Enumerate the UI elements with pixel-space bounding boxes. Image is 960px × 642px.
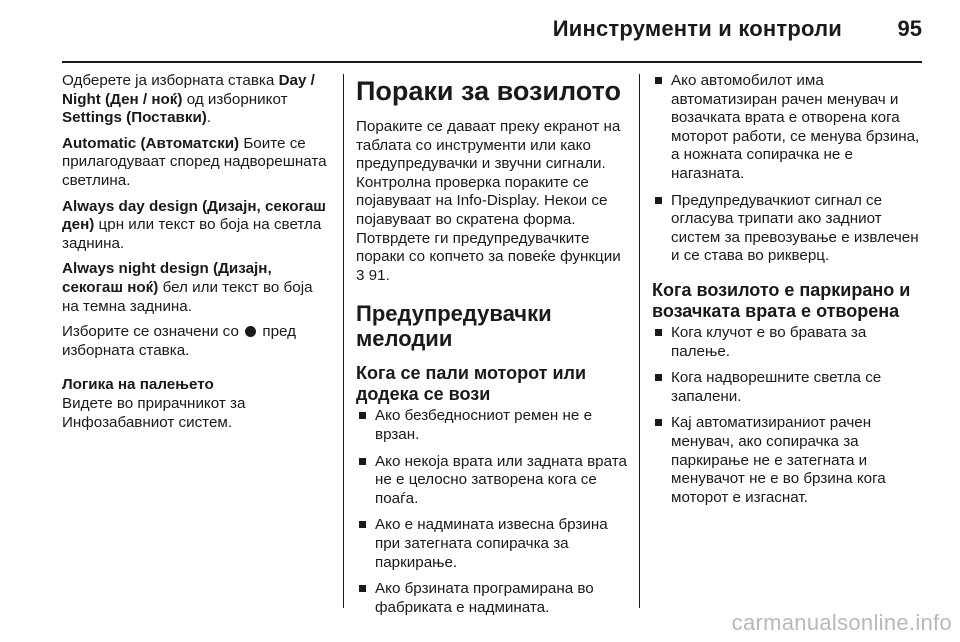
page-number: 95 [897,16,922,41]
page-reference-arrow-icon: 3 [356,266,365,284]
bullet-square-icon [655,329,662,336]
paragraph-always-night: Always night design (Дизајн, секогаш ноќ) бел или текст во боја на темна заднина. [62,260,313,315]
header-divider [62,61,922,63]
bullet-square-icon [655,197,662,204]
paragraph-infotainment-ref: Видете во прирачникот за Инфозабавниот систем. [62,394,246,431]
paragraph-messages-intro: Пораките се даваат преку екранот на таблата со инструменти или како предупредувачки и звучни сигнали. Контролна проверка пораките се појавуваат на Info-Display. Некои се појавуваат во скратена форма. Потврдете ги предупредувачките пораки со копчето за повеќе функции 3 91. [356,118,621,284]
column-divider-right [639,74,640,608]
bullet-square-icon [359,521,366,528]
list-item: Кога надворешните светла се запалени. [652,369,924,406]
list-chimes-continued [652,72,924,266]
bullet-square-icon [655,419,662,426]
option-always-night: Always night design (Дизајн, секогаш ноќ) [62,260,272,296]
list-chimes-parked [652,324,924,507]
section-title: Иинструменти и контроли [552,16,842,41]
page-header [0,0,960,60]
menu-item-day-night: Day / Night (Ден / ноќ) [62,72,315,108]
menu-settings: Settings (Поставки) [62,109,207,127]
list-item: Ако автомобилот има автоматизиран рачен менувач и возачката врата е отворена кога моторот работи, се менува брзина, а ножната сопирачка не е нагазната. [652,72,924,184]
paragraph-day-night: Одберете ја изборната ставка Day / Night (Ден / ноќ) од изборникот Settings (Поставки). [62,72,315,127]
option-always-day: Always day design (Дизајн, секогаш ден) [62,197,326,234]
list-item: Кај автоматизираниот рачен менувач, ако сопирачка за паркирање не е затегната и менувачот не е во брзина кога моторот е изгаснат. [652,414,924,507]
heading-ignition-logic: Логика на палењето [62,376,214,394]
column-right [652,72,924,515]
option-automatic: Automatic (Автоматски) [62,134,240,152]
heading-warning-chimes: Предупредувачки мелодии [356,301,552,352]
heading-vehicle-messages: Пораки за возилото [356,76,621,106]
paragraph-automatic: Automatic (Автоматски) Боите се прилагодуваат според надворешната светлина. [62,134,327,189]
bullet-square-icon [359,458,366,465]
column-left [62,72,332,439]
list-item: Ако некоја врата или задната врата не е целосно затворена кога се поаѓа. [356,453,628,509]
heading-parked-door-open: Кога возилото е паркирано и возачката врата е отворена [652,279,911,321]
list-item: Предупредувачкиот сигнал се огласува трипати ако задниот систем за превозување е извлечен и се става во рикверц. [652,192,924,266]
list-item: Ако безбедносниот ремен не е врзан. [356,407,628,444]
bullet-square-icon [655,374,662,381]
watermark: carmanualsonline.info [731,610,952,635]
bullet-square-icon [359,585,366,592]
filled-circle-icon [245,326,256,337]
column-divider-left [343,74,344,608]
list-item: Ако е надминатa извесна брзина при затегната сопирачка за паркирање. [356,516,628,572]
paragraph-always-day: Always day design (Дизајн, секогаш ден) црн или текст во боја на светла заднина. [62,197,326,252]
column-middle [356,76,628,625]
list-chimes-driving [356,407,628,617]
paragraph-selection-mark: Изборите се означени со пред изборната ставка. [62,323,296,359]
bullet-square-icon [359,412,366,419]
list-item: Ако брзината програмирана во фабриката е надмината. [356,580,628,617]
bullet-square-icon [655,77,662,84]
heading-engine-running: Кога се пали моторот или додека се вози [356,363,587,405]
list-item: Кога клучот е во бравата за палење. [652,324,924,361]
